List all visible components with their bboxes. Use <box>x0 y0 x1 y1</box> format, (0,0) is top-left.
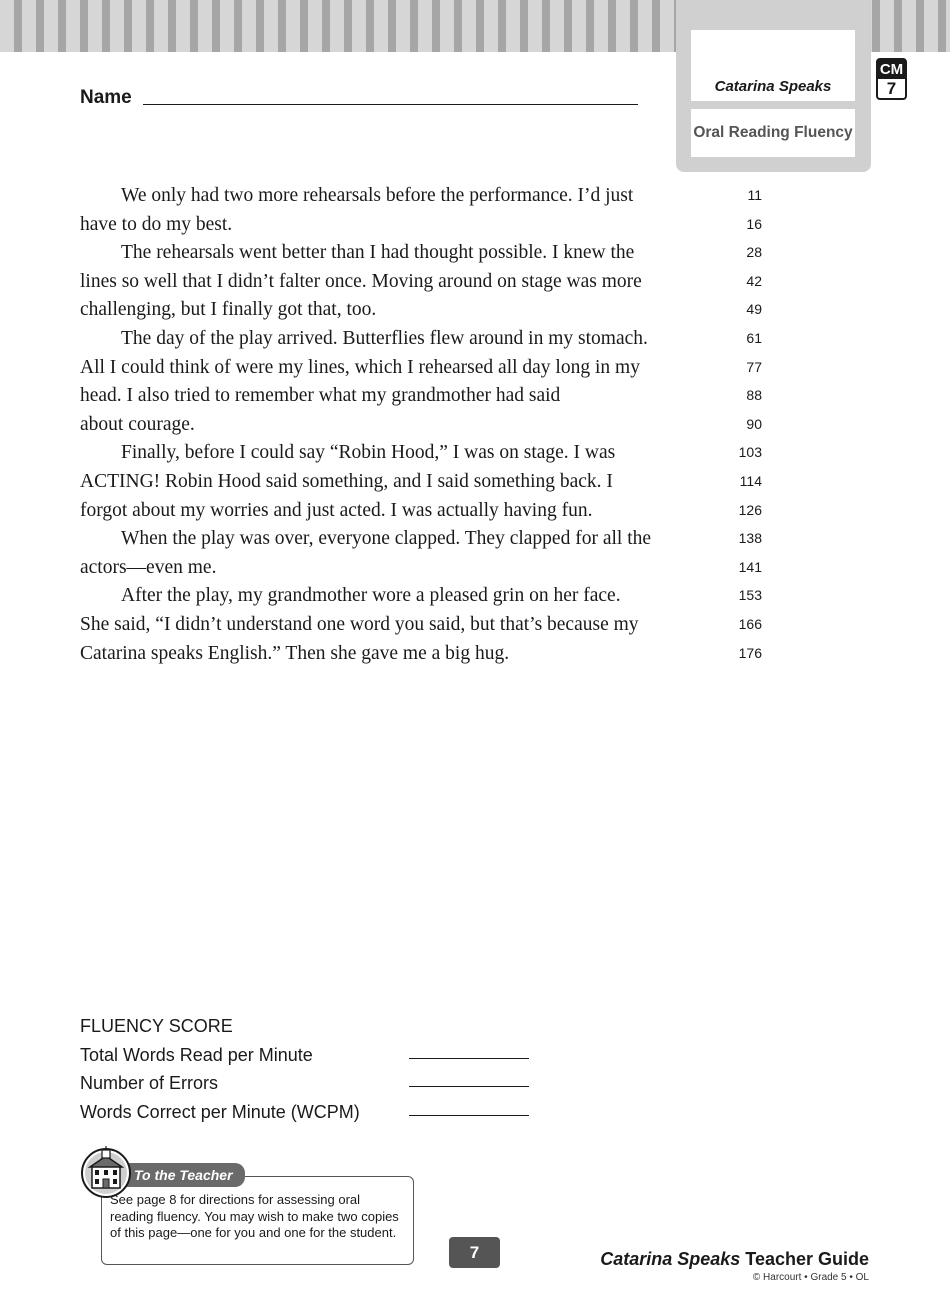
passage-line <box>80 182 760 211</box>
passage-line <box>80 296 760 325</box>
passage-text: The day of the play arrived. Butterflies flew around in my stomach. <box>121 327 648 349</box>
school-building-icon <box>79 1144 133 1198</box>
passage-line <box>80 525 760 554</box>
word-count: 90 <box>746 415 762 432</box>
passage-text: ACTING! Robin Hood said something, and I said something back. I <box>80 470 613 492</box>
passage-text: We only had two more rehearsals before the performance. I’d just <box>121 185 634 206</box>
passage-line <box>80 211 760 240</box>
badge-code: CM <box>879 61 904 78</box>
word-count: 126 <box>738 501 762 518</box>
word-count: 28 <box>746 244 762 261</box>
score-blank[interactable] <box>409 1115 529 1116</box>
word-count: 166 <box>738 615 762 632</box>
passage-line <box>80 640 760 669</box>
copyright: © Harcourt • Grade 5 • OL <box>752 1272 869 1283</box>
word-count: 103 <box>738 444 762 461</box>
word-count: 88 <box>746 387 762 404</box>
score-label: Number of Errors <box>80 1073 219 1094</box>
word-count: 153 <box>738 587 762 604</box>
word-count: 114 <box>739 472 762 489</box>
passage-line <box>80 611 760 640</box>
score-label: Words Correct per Minute (WCPM) <box>80 1101 360 1122</box>
word-count: 61 <box>746 329 762 346</box>
passage-text: When the play was over, everyone clapped. They clapped for all the <box>121 528 652 550</box>
score-label: Total Words Read per Minute <box>80 1044 313 1065</box>
passage <box>80 182 760 668</box>
passage-text: head. I also tried to remember what my grandmother had said <box>80 385 561 407</box>
passage-text: The rehearsals went better than I had thought possible. I knew the <box>121 242 635 264</box>
passage-line <box>80 239 760 268</box>
passage-line <box>80 354 760 383</box>
word-count: 77 <box>746 358 762 375</box>
word-count: 11 <box>747 187 762 203</box>
passage-line <box>80 411 760 440</box>
score-blank[interactable] <box>409 1086 529 1087</box>
badge-number: 7 <box>886 79 897 98</box>
passage-text: have to do my best. <box>80 213 233 235</box>
passage-text: lines so well that I didn’t falter once. Moving around on stage was more <box>80 270 642 292</box>
passage-text: She said, “I didn’t understand one word you said, but that’s because my <box>80 613 639 635</box>
passage-line <box>80 582 760 611</box>
passage-line <box>80 554 760 583</box>
passage-line <box>80 497 760 526</box>
word-count: 138 <box>738 530 762 547</box>
passage-text: about courage. <box>80 413 195 435</box>
word-count: 16 <box>746 215 762 232</box>
passage-text: challenging, but I finally got that, too. <box>80 299 377 321</box>
word-count: 49 <box>746 301 762 318</box>
name-label: Name <box>80 87 132 108</box>
passage-text: actors—even me. <box>80 556 217 578</box>
word-count: 141 <box>738 558 762 575</box>
passage-line <box>80 325 760 354</box>
passage-line <box>80 268 760 297</box>
passage-text: After the play, my grandmother wore a pleased grin on her face. <box>121 585 621 607</box>
book-title-box <box>691 30 855 101</box>
footer-title: Catarina Speaks Teacher Guide <box>600 1249 869 1269</box>
passage-line <box>80 439 760 468</box>
passage-line <box>80 468 760 497</box>
word-count: 176 <box>738 644 762 661</box>
word-count: 42 <box>746 272 762 289</box>
section-label: Oral Reading Fluency <box>691 109 855 157</box>
book-title: Catarina Speaks <box>714 78 832 95</box>
teacher-note-tab: To the Teacher <box>112 1163 245 1187</box>
score-blank[interactable] <box>409 1058 529 1059</box>
teacher-note-text: See page 8 for directions for assessing oral reading fluency. You may wish to make two copies of this page—one for you and one for the student. <box>110 1192 399 1240</box>
name-line[interactable] <box>143 104 638 105</box>
passage-text: Finally, before I could say “Robin Hood,” I was on stage. I was <box>121 442 616 464</box>
cm-badge <box>876 58 907 100</box>
passage-text: Catarina speaks English.” Then she gave me a big hug. <box>80 642 510 664</box>
page-number: 7 <box>449 1237 500 1268</box>
passage-line <box>80 382 760 411</box>
passage-text: All I could think of were my lines, which I rehearsed all day long in my <box>80 356 640 378</box>
passage-text: forgot about my worries and just acted. I was actually having fun. <box>80 499 593 521</box>
